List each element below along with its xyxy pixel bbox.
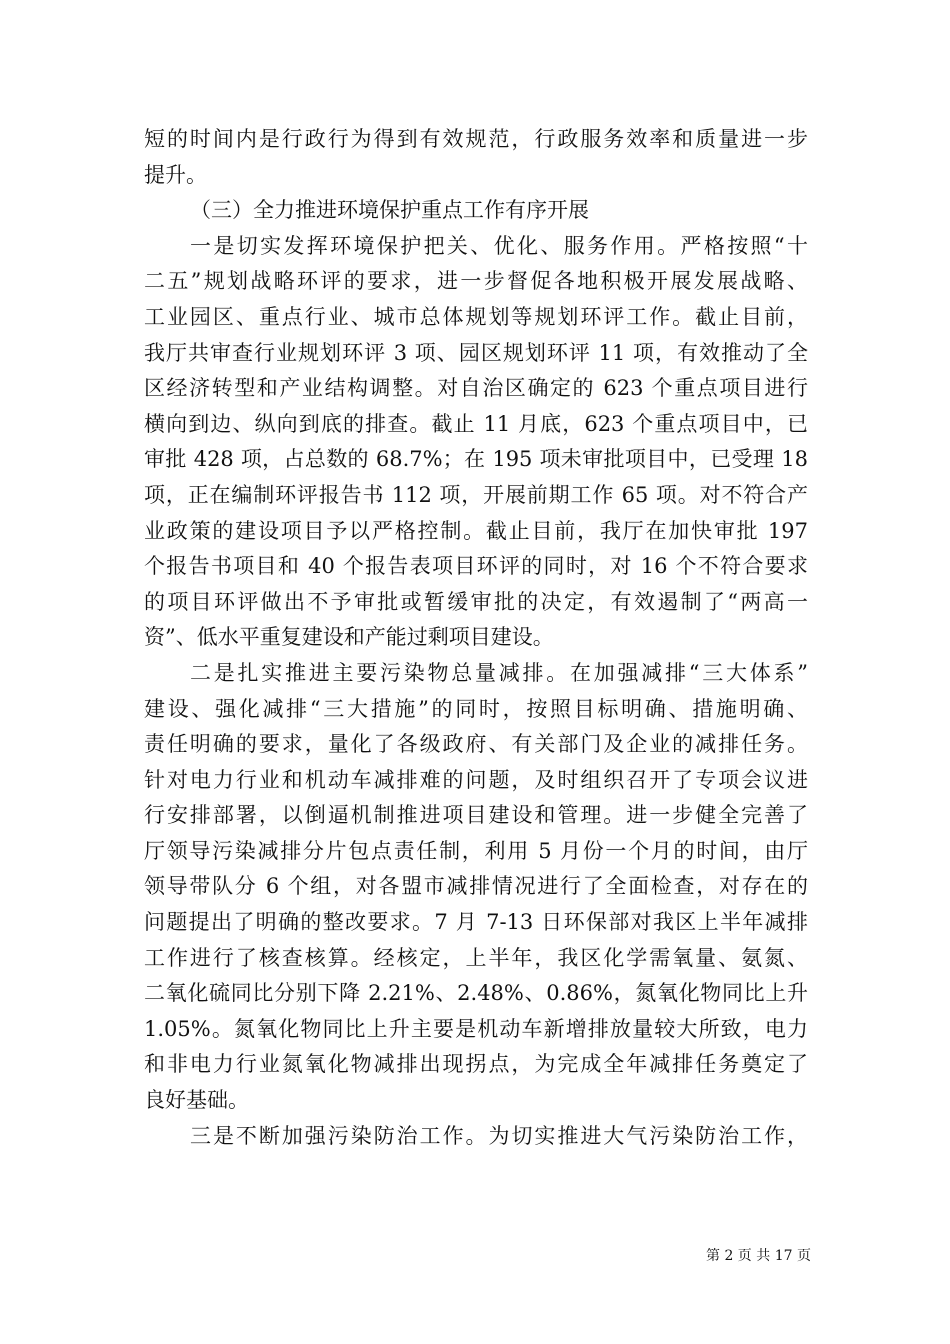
text-line: 工作进行了核查核算。经核定，上半年，我区化学需氧量、氨氮、 bbox=[144, 945, 808, 970]
text-line: （三）全力推进环境保护重点工作有序开展 bbox=[190, 198, 589, 223]
text-line: 短的时间内是行政行为得到有效规范，行政服务效率和质量进一步 bbox=[144, 127, 808, 151]
text-line: 三是不断加强污染防治工作。为切实推进大气污染防治工作， bbox=[190, 1123, 808, 1148]
text-line: 责任明确的要求，量化了各级政府、有关部门及企业的减排任务。 bbox=[144, 732, 808, 757]
text-line: 横向到边、纵向到底的排查。截止 11 月底，623 个重点项目中，已 bbox=[144, 411, 808, 436]
text-line: 区经济转型和产业结构调整。对自治区确定的 623 个重点项目进行 bbox=[144, 376, 808, 401]
text-line: 行安排部署，以倒逼机制推进项目建设和管理。进一步健全完善了 bbox=[144, 803, 808, 828]
text-line: 二是扎实推进主要污染物总量减排。在加强减排“三大体系” bbox=[190, 660, 808, 685]
text-line: 良好基础。 bbox=[144, 1088, 249, 1113]
text-line: 工业园区、重点行业、城市总体规划等规划环评工作。截止目前， bbox=[144, 304, 808, 329]
text-line: 二氧化硫同比分别下降 2.21%、2.48%、0.86%，氮氧化物同比上升 bbox=[144, 981, 808, 1006]
text-line: 我厅共审查行业规划环评 3 项、园区规划环评 11 项，有效推动了全 bbox=[144, 340, 808, 365]
text-line: 和非电力行业氮氧化物减排出现拐点，为完成全年减排任务奠定了 bbox=[144, 1052, 808, 1077]
text-line: 针对电力行业和机动车减排难的问题，及时组织召开了专项会议进 bbox=[144, 767, 808, 792]
text-line: 问题提出了明确的整改要求。7 月 7-13 日环保部对我区上半年减排 bbox=[144, 910, 808, 935]
text-line: 二五”规划战略环评的要求，进一步督促各地积极开展发展战略、 bbox=[144, 269, 808, 294]
text-line: 项，正在编制环评报告书 112 项，开展前期工作 65 项。对不符合产 bbox=[144, 482, 808, 507]
text-line: 审批 428 项，占总数的 68.7%；在 195 项未审批项目中，已受理 18 bbox=[144, 447, 808, 472]
text-line: 厅领导污染减排分片包点责任制，利用 5 月份一个月的时间，由厅 bbox=[144, 838, 808, 863]
text-line: 提升。 bbox=[144, 162, 207, 187]
text-line: 的项目环评做出不予审批或暂缓审批的决定，有效遏制了“两高一 bbox=[144, 589, 808, 614]
text-line: 个报告书项目和 40 个报告表项目环评的同时，对 16 个不符合要求 bbox=[144, 554, 808, 579]
text-line: 一是切实发挥环境保护把关、优化、服务作用。严格按照“十 bbox=[190, 233, 808, 258]
text-line: 建设、强化减排“三大措施”的同时，按照目标明确、措施明确、 bbox=[144, 696, 808, 721]
text-line: 1.05%。氮氧化物同比上升主要是机动车新增排放量较大所致，电力 bbox=[144, 1016, 808, 1041]
text-line: 领导带队分 6 个组，对各盟市减排情况进行了全面检查，对存在的 bbox=[144, 874, 808, 899]
page-footer: 第 2 页 共 17 页 bbox=[706, 1248, 811, 1264]
text-line: 资”、低水平重复建设和产能过剩项目建设。 bbox=[144, 625, 554, 650]
text-line: 业政策的建设项目予以严格控制。截止目前，我厅在加快审批 197 bbox=[144, 518, 808, 543]
document-page bbox=[144, 122, 808, 1154]
